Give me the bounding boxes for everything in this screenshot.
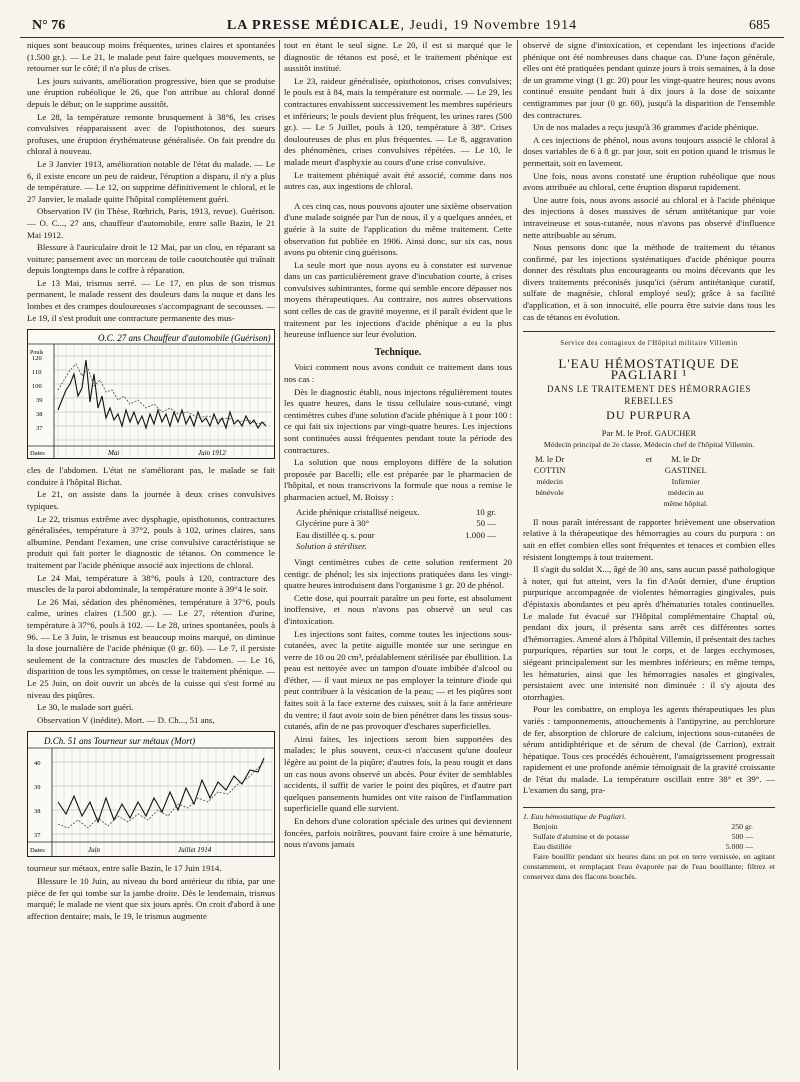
- observation-heading: Observation IV (in Thèse, Rœhrich, Paris, 1913, revue). Guérison. — O. C..., 27 ans, chauffeur d'automobile, entre salle Bazin, le 21 Mai 1912.: [27, 206, 275, 240]
- paragraph: Le traitement phéniqué avait été associé, comme dans nos autres cas, aux ingestions de chloral.: [284, 169, 512, 192]
- month-label: Mai: [108, 449, 120, 458]
- y-label: 39: [36, 397, 43, 405]
- paragraph: Voici comment nous avons conduit ce traitement dans tous nos cas :: [284, 362, 512, 385]
- month-label: Juin 1912: [198, 449, 226, 458]
- temperature-chart-1: [27, 329, 275, 459]
- section-heading: Technique.: [374, 346, 422, 358]
- y-label: 38: [34, 808, 41, 816]
- paragraph: Le 23, raideur généralisée, opisthotonos, crises convulsives; le pouls est à 84, mais la température est normale. — Le 29, les contractures envahissent successivement les membres supérieurs et inférieurs; le pouls devient plus fréquent, les urines rares (500 gr.). — Le 5 Juillet, pouls à 120, température à 38°. Crises douloureuses de plus en plus fréquentes. — Le 8, aggravation des phénomènes, crises convulsives répétées. — Le 10, le malade meurt d'asphyxie au cours d'une crise convulsive.: [284, 75, 512, 167]
- footnote: 1. Eau hémostatique de Pagliari. Benjoin 250 gr. Sulfate d'alumine et de potasse 500 — Eau distillée 5.000 — Faire bouillir pendant six heures dans un pot en terre vernissée, en agitant constamment, et remplaçant l'eau évaporée par de l'eau bouillante; filtrez et conservez dans des flacons bouchés.: [523, 807, 775, 882]
- column-divider: [279, 40, 280, 1070]
- column-2: [284, 40, 512, 1072]
- paragraph: cles de l'abdomen. L'état ne s'améliorant pas, le malade se fait conduire à l'hôpital Bichat.: [27, 465, 275, 487]
- paragraph: Nous pensons donc que la méthode de traitement du tétanos confirmé, par les injections systématiques d'acide phénique pourra donner des résultats plus encourageants ou moins décevants que les divers traitements préconisés jusqu'ici (sérum antitétanique curatif, sulfate de magnésie, chloral employé seul); grâce à sa facilité d'application, et à son innocuité, elle pourra être suivie dans tous les cas de tétanos en évolution.: [523, 242, 775, 322]
- paragraph: Cette dose, qui pourrait paraître un peu forte, est absolument inoffensive, et nous n'avons pas observé un seul cas d'intoxication.: [284, 592, 512, 626]
- paragraph: A ces cinq cas, nous pouvons ajouter une sixième observation d'une malade soignée par l'un de nous, il y a quelques années, et guérie à la suite de l'application du même traitement. Cette observation fut publiée en 1906. Ainsi donc, sur six cas, nous avons pu obtenir cinq guérisons.: [284, 200, 512, 258]
- paragraph: Le 3 Janvier 1913, amélioration notable de l'état du malade. — Le 6, il existe encore un peu de raideur, l'éruption a disparu, il n'y a plus de température. — Le 12, on supprime définitivement le chloral, et le 27 Janvier, le malade quitte l'hôpital complètement guéri.: [27, 158, 275, 204]
- paragraph: Blessure à l'auriculaire droit le 12 Mai, par un clou, en réparant sa voiture; pansement avec un morceau de toile caoutchoutée qui traînait depuis longtemps dans le coffre à réparation.: [27, 242, 275, 276]
- issue-number: N° 76: [32, 18, 66, 33]
- column-1: [27, 40, 275, 1072]
- paragraph: Le 21, on assiste dans la journée à deux crises convulsives typiques.: [27, 489, 275, 512]
- paragraph: Pour les combattre, on employa les agents thérapeutiques les plus variés : tamponnements, attouchements à l'antipyrine, au perchlorure de fer, absorption de chlorure de calcium, injections sous-cutanées de sérum antidiphtérique et de sérum de cheval (de Carrion), extrait hépatique. Tous ces procédés échouèrent, l'amaigrissement progressait rapidement et une profonde anémie témoignait de la gravité croissante de l'état du malade. La température oscillait entre 38° et 39°. — L'examen du sang, pra-: [523, 704, 775, 796]
- paragraph: observé de signe d'intoxication, et cependant les injections d'acide phénique ont été nombreuses dans chaque cas. D'une façon générale, elles ont été pratiquées pendant quinze jours à trois semaines, à la dose de un gramme vingt (1 gr. 20) pour les vingt-quatre heures; nous avons continué ensuite pendant huit à dix jours à la dose de soixante centigrammes par jour (0 gr. 60), jusqu'à la disparition de l'ensemble des contractures.: [523, 40, 775, 120]
- chart-ycaption: Pouls: [30, 350, 44, 357]
- article-title: L'EAU HÉMOSTATIQUE DE PAGLIARI ¹: [558, 355, 740, 383]
- chart-title: D.Ch. 51 ans Tourneur sur métaux (Mort): [44, 736, 196, 747]
- service-line: Service des contagieux de l'Hôpital militaire Villemin: [560, 339, 738, 348]
- formula: Acide phénique cristallisé neigeux. 10 gr. Glycérine pure à 30° 50 — Eau distillée q. s. pour 1.000 — Solution à stériliser.: [296, 506, 496, 552]
- chart-title: O.C. 27 ans Chauffeur d'automobile (Guérison): [98, 333, 271, 344]
- paragraph: Le 26 Mai, sédation des phénomènes, température à 37°6, pouls calme, urines claires (1.500 gr.). — Le 27, rétention d'urine, température à 37°6, pouls à 102. — Le 28, urines spontanées, pouls à 96. — Le 3 Juin, le trismus est beaucoup moins marqué, on diminue la dose journalière de l'acide phénique (0 gr. 60). — Le 7, il persiste seulement de la contracture des muscles de l'abdomen. — Le 16, disparition de tous les symptômes, on cesse le traitement phénique. — Le 25 Juin, on doit ouvrir un abcès de la cuisse qui s'est formé au niveau des piqûres.: [27, 596, 275, 700]
- month-label: Juillet 1914: [178, 846, 212, 855]
- paragraph: Ainsi faites, les injections seront bien supportées des malades; le plus souvent, ceux-ci n'accusent qu'une douleur légère au point de la piqûre; d'autres fois, la peau rougit et dans un cas nous avons observé un abcès. Pour éviter de semblables accidents, il suffit de varier le point des piqûres, et d'autre part quelques pansements humides ont vite raison de l'inflammation superficielle quand elle survient.: [284, 733, 512, 814]
- paragraph: La solution que nous employons diffère de la solution proposée par Bacelli; elle est préparée par le pharmacien de l'hôpital, et nous transcrivons la formule que nous a remise le pharmacien actuel, M. Boissy :: [284, 457, 512, 502]
- paragraph: Le 30, le malade sort guéri.: [37, 702, 134, 713]
- paragraph: Une fois, nous avons constaté une éruption rubéolique que nous avons attribuée au chloral, cette éruption disparut rapidement.: [523, 170, 775, 193]
- paragraph: Les injections sont faites, comme toutes les injections sous-cutanées, avec la petite aiguille montée sur une seringue en verre de 10 ou 20 cm³, préalablement stérilisée par ébullition. La peau est nettoyée avec un tampon d'ouate imbibée d'alcool ou d'éther, — il vaut mieux ne pas employer la teinture d'iode qui peut contribuer à la vésication de la peau; — et les piqûres sont faites soit à la face externe des cuisses, soit à la face antérieure du ventre; il faut avoir soin de bien pénétrer dans les tissus sous-cutanés, afin de ne pas provoquer d'eschares superficielles.: [284, 628, 512, 732]
- column-3: [523, 40, 775, 1072]
- paragraph: Vingt centimètres cubes de cette solution renferment 20 centigr. de phénol; les six injections pratiquées dans les vingt-quatre heures introduisent dans l'organisme 1 gr. 20 de phénol.: [284, 556, 512, 591]
- y-label: 100: [32, 383, 42, 391]
- paragraph: A ces injections de phénol, nous avons toujours associé le chloral à doses variables de 6 à 8 gr. par jour, soit en potion quand le trismus le permettait, soit en lavement.: [523, 134, 775, 168]
- paragraph: Dès le diagnostic établi, nous injectons régulièrement toutes les quatre heures, dans le tissu cellulaire sous-cutané, vingt centimètres cubes d'une solution d'acide phénique à 1 pour 100 : ce qui fait six injections par vingt-quatre heures. Les injections sont continuées aussi fréquentes pendant toute la période des contractures.: [284, 386, 512, 455]
- paragraph: Le 22, trismus extrême avec dysphagie, opisthotonos, contractures généralisées, température à 37°2, pouls à 102, urines claires, sans albumine. Pendant l'examen, une crise convulsive caractéristique se produit qui fait porter le diagnostic de tétanos. On commence le traitement par l'acide phénique associé aux injections de chloral.: [27, 513, 275, 570]
- paragraph: Le 13 Mai, trismus serré. — Le 17, en plus de son trismus permanent, le malade ressent des douleurs dans la nuque et dans les lombes et des crampes douloureuses s'accompagnant de secousses. — Le 19, il s'est produit une contracture permanente des mus-: [27, 277, 275, 323]
- article-subtitle-2: DU PURPURA: [606, 408, 692, 423]
- journal-title: LA PRESSE MÉDICALE, Jeudi, 19 Novembre 1914: [226, 18, 578, 33]
- y-label: 38: [36, 411, 43, 419]
- paragraph: En dehors d'une coloration spéciale des urines qui deviennent foncées, parfois noirâtres, pouvant faire croire à une hématurie, nous n'avons jamais: [284, 816, 512, 850]
- column-divider: [517, 40, 518, 1070]
- separator: [523, 331, 775, 332]
- paragraph: La seule mort que nous ayons eu à constater est survenue dans un cas particulièrement grave d'incubation courte, à crises convulsives subintrantes, forme qui semble encore dépasser nos moyens thérapeutiques. Au contraire, nos autres observations sont celles de cas de gravité moyenne, et il paraît évident que le traitement par les injections d'acide phénique a eu la plus heureuse influence sur leur évolution.: [284, 259, 512, 340]
- dates-label: Dates: [30, 450, 45, 458]
- paragraph: Blessure le 10 Juin, au niveau du bord antérieur du tibia, par une pièce de fer qui tombe sur la jambe droite. Dès le lendemain, trismus marqué; le malade ne vient que six jours après. On croit d'abord à une affection dentaire; mais, le 19, le trismus augmente: [27, 875, 275, 921]
- article-subtitle: DANS LE TRAITEMENT DES HÉMORRAGIES REBELLES: [546, 384, 752, 406]
- month-label: Juin: [88, 846, 101, 855]
- page-header: [20, 10, 784, 38]
- paragraph: tourneur sur métaux, entre salle Bazin, le 17 Juin 1914.: [27, 863, 222, 874]
- y-label: 37: [36, 425, 43, 433]
- paragraph: Le 28, la température remonte brusquement à 38°6, les crises convulsives réapparaissent avec de l'opisthotonos, des sueurs profuses, une éruption érythémateuse généralisée. On fait prendre du chloral à nouveau.: [27, 111, 275, 157]
- paragraph: Il s'agit du soldat X..., âgé de 30 ans, sans aucun passé pathologique à noter, qui fut atteint, vers la fin d'Août dernier, d'une éruption purpurique accompagnée de violentes hémorragies gingivales, puis d'épistaxis abondantes et peu après d'hématuries totales continuelles. Le malade fut évacué sur l'Hôpital complémentaire Chaptal où, pendant dix jours, il présenta sans arrêt ces différentes sortes d'hémorragies. Amené alors à l'hôpital Villemin, il présentait des taches purpuriques, réparties sur tout le corps, et de larges ecchymoses, siégeant principalement sur les membres inférieurs; en même temps, les hématuries, ainsi que les hémorragies nasales et gingivales, persistaient avec une intensité non diminuée : il s'y ajouta des otorrhagies.: [523, 564, 775, 702]
- paragraph: Un de nos malades a reçu jusqu'à 36 grammes d'acide phénique.: [533, 122, 759, 133]
- dates-label: Dates: [30, 847, 45, 855]
- observation-heading: Observation V (inédite). Mort. — D. Ch..., 51 ans,: [37, 714, 215, 725]
- y-label: 40: [34, 760, 41, 768]
- y-label: 110: [32, 369, 42, 377]
- page-number: 685: [749, 18, 770, 33]
- paragraph: Il nous paraît intéressant de rapporter brièvement une observation relative à la thérapeutique des hémorragies au cours du purpura : on sait en effet combien elles sont fréquentes et tenaces et combien elles résistent longtemps à tout traitement.: [523, 516, 775, 562]
- paragraph: Le 24 Mai, température à 38°6, pouls à 120, contracture des muscles de la paroi abdominale, la température monte à 39°4 le soir.: [27, 572, 275, 595]
- y-label: 39: [34, 784, 41, 792]
- temperature-chart-2: [27, 731, 275, 857]
- y-label: 120: [32, 355, 42, 363]
- paragraph: Les jours suivants, amélioration progressive, bien que se produise une éruption rubéolique le 26, que l'on attribue au chloral donné depuis le début; on le supprime aussitôt.: [27, 75, 275, 109]
- paragraph: Une autre fois, nous avons associé au chloral et à l'acide phénique des injections à doses massives de sérum antitétanique par voie intraveineuse et sous-cutanée, nous n'avons pas observé d'influence nette attribuable au sérum.: [523, 194, 775, 240]
- paragraph: niques sont beaucoup moins fréquentes, urines claires et spontanées (1.500 gr.). — Le 21, le malade peut faire quelques mouvements, se retourner sur le côté; il n'a plus de crises.: [27, 40, 275, 74]
- y-label: 37: [34, 832, 41, 840]
- author-main: Par M. le Prof. GAUCHER Médecin principal de 2e classe, Médecin chef de l'hôpital Villemin.: [543, 427, 755, 449]
- paragraph: tout en étant le seul signe. Le 20, il est si marqué que le diagnostic de tétanos est posé, et le traitement phénique est aussitôt institué.: [284, 40, 512, 74]
- co-authors: M. le Dr COTTIN médecin bénévole et M. le Dr GASTINEL Infirmier médecin au même hôpital.: [533, 453, 709, 508]
